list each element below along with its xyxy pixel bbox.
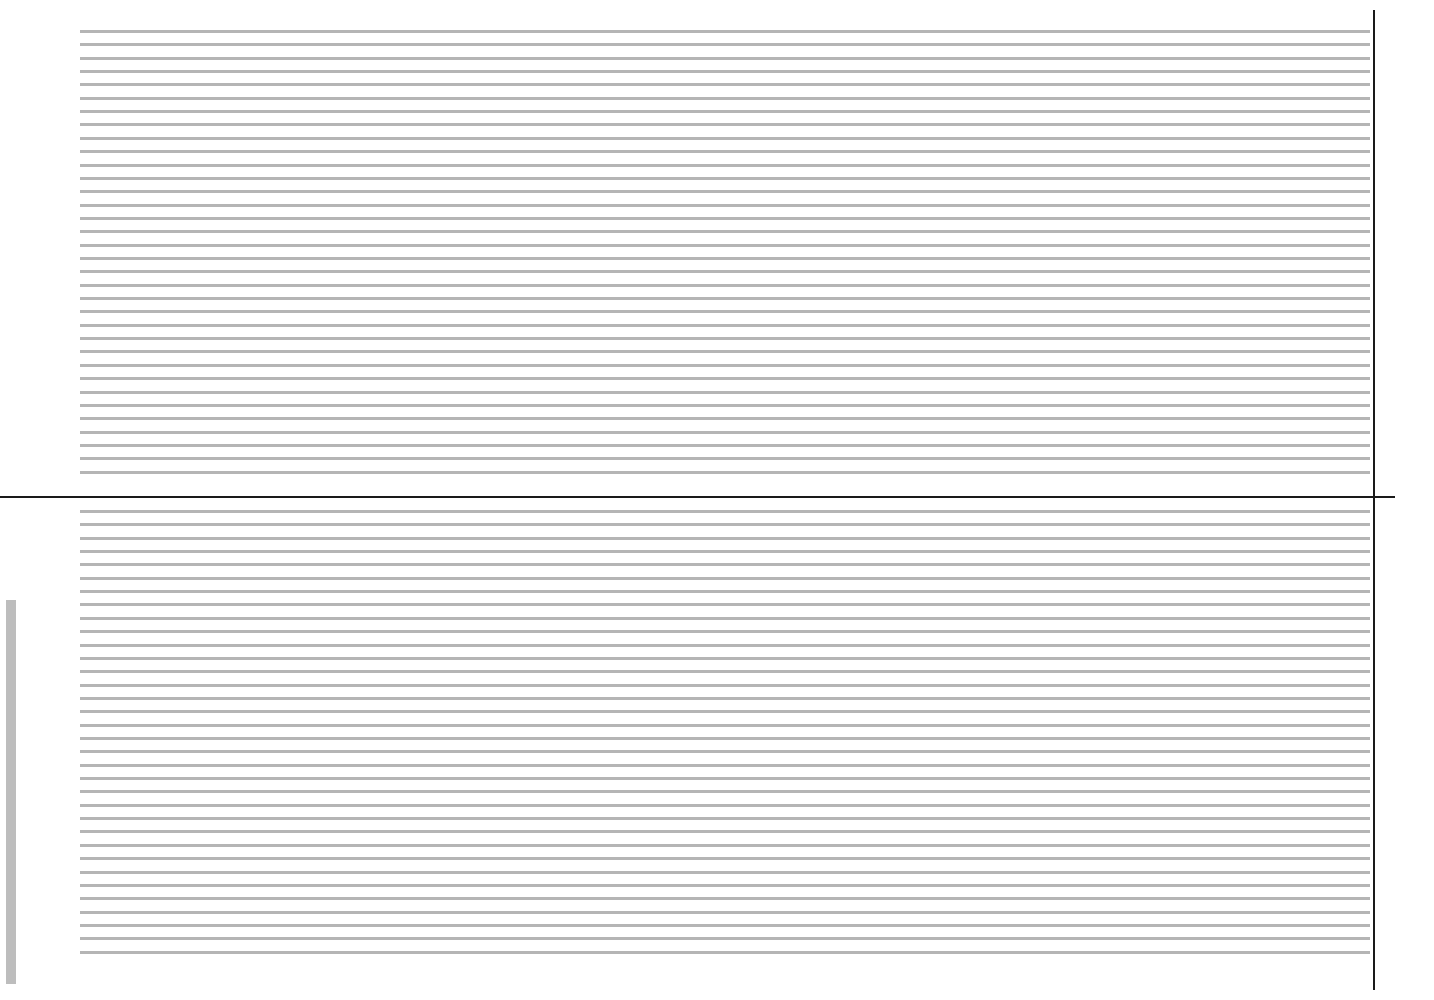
text-line [80, 110, 1370, 113]
text-line [80, 777, 1370, 780]
text-line [80, 750, 1370, 753]
text-line [80, 897, 1370, 900]
text-line [80, 590, 1370, 593]
text-line [80, 177, 1370, 180]
text-line [80, 790, 1370, 793]
text-line [80, 911, 1370, 914]
text-line [80, 310, 1370, 313]
text-line [80, 871, 1370, 874]
text-line [80, 364, 1370, 367]
text-line [80, 417, 1370, 420]
text-line [80, 257, 1370, 260]
text-line [80, 350, 1370, 353]
text-line [80, 57, 1370, 60]
text-line [80, 43, 1370, 46]
text-line [80, 523, 1370, 526]
text-line [80, 804, 1370, 807]
text-line [80, 404, 1370, 407]
text-line [80, 70, 1370, 73]
text-line [80, 724, 1370, 727]
text-line [80, 710, 1370, 713]
text-line [80, 563, 1370, 566]
text-line [80, 150, 1370, 153]
header-rule [1373, 10, 1375, 990]
text-line [80, 830, 1370, 833]
text-line [80, 284, 1370, 287]
text-line [80, 817, 1370, 820]
text-line [80, 337, 1370, 340]
text-line [80, 951, 1370, 954]
text-line [80, 644, 1370, 647]
text-line [80, 444, 1370, 447]
text-line [80, 270, 1370, 273]
text-line [80, 97, 1370, 100]
text-line [80, 217, 1370, 220]
text-line [80, 937, 1370, 940]
text-line [80, 391, 1370, 394]
text-line [80, 230, 1370, 233]
text-line [80, 603, 1370, 606]
text-line [80, 884, 1370, 887]
text-line [80, 297, 1370, 300]
text-line [80, 737, 1370, 740]
center-rule [0, 496, 1395, 498]
text-line [80, 30, 1370, 33]
text-line [80, 83, 1370, 86]
text-line [80, 137, 1370, 140]
text-line [80, 670, 1370, 673]
text-line [80, 123, 1370, 126]
text-line [80, 164, 1370, 167]
text-line [80, 630, 1370, 633]
text-line [80, 537, 1370, 540]
text-line [80, 617, 1370, 620]
text-line [80, 377, 1370, 380]
text-line [80, 924, 1370, 927]
text-line [80, 190, 1370, 193]
text-line [80, 431, 1370, 434]
text-line [80, 844, 1370, 847]
text-line [80, 857, 1370, 860]
text-line [80, 471, 1370, 474]
text-line [80, 657, 1370, 660]
text-line [80, 457, 1370, 460]
text-line [80, 684, 1370, 687]
side-note [6, 600, 16, 984]
text-line [80, 244, 1370, 247]
text-line [80, 510, 1370, 513]
text-line [80, 550, 1370, 553]
text-line [80, 577, 1370, 580]
text-line [80, 204, 1370, 207]
column-block-top [80, 24, 1370, 490]
column-block-bottom [80, 504, 1370, 970]
text-line [80, 697, 1370, 700]
text-line [80, 764, 1370, 767]
text-line [80, 324, 1370, 327]
